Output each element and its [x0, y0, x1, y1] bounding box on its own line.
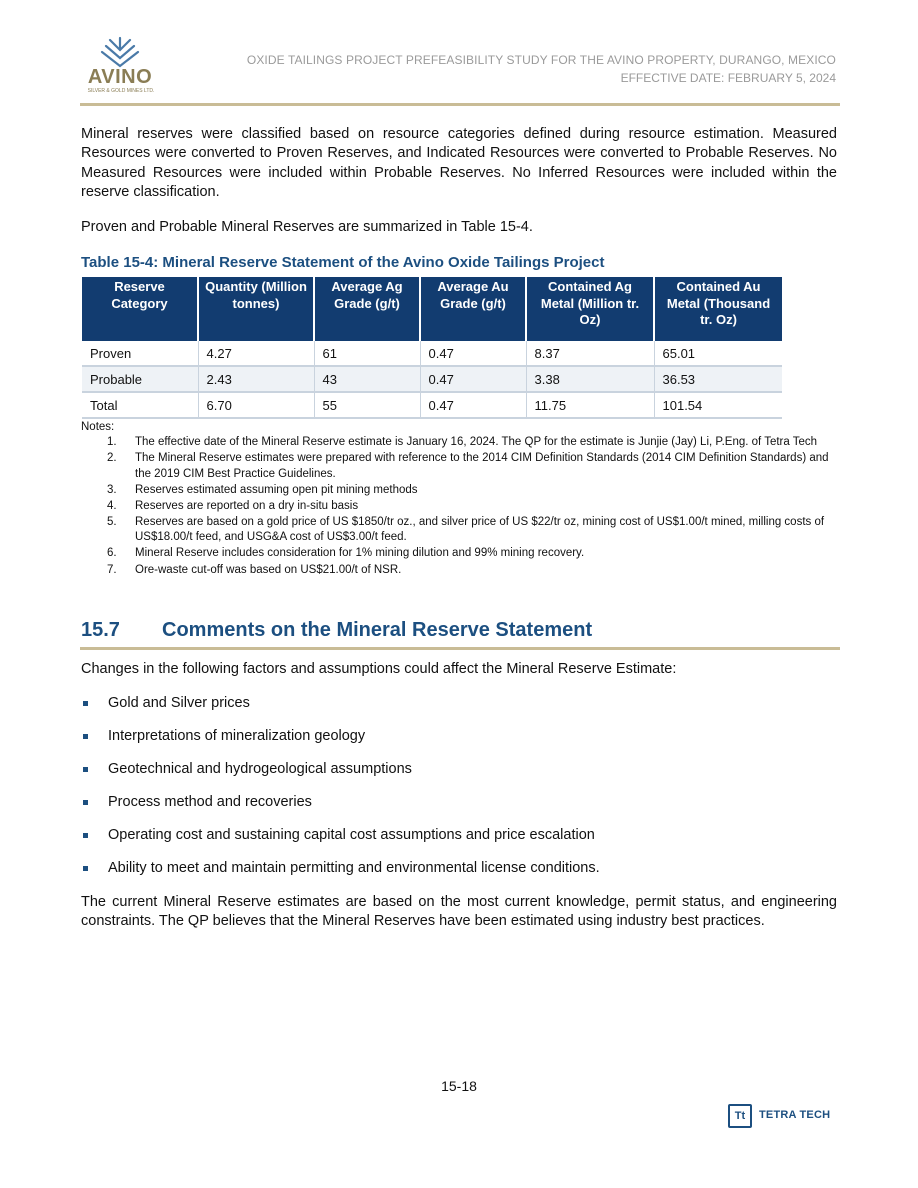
table-header-row: [82, 277, 782, 341]
table-cell: 4.27: [198, 341, 314, 366]
note-text: Ore-waste cut-off was based on US$21.00/t of NSR.: [135, 563, 402, 576]
list-item: [81, 435, 841, 451]
table-cell: 8.37: [526, 341, 654, 366]
note-number: 5.: [107, 515, 117, 528]
table-cell: Total: [82, 392, 198, 418]
table-cell: 11.75: [526, 392, 654, 418]
list-item: [81, 499, 841, 515]
column-header: Contained Ag Metal (Million tr. Oz): [526, 277, 654, 341]
table-cell: 0.47: [420, 366, 526, 392]
table-cell: 3.38: [526, 366, 654, 392]
list-item: [81, 546, 841, 562]
note-number: 2.: [107, 452, 117, 465]
tetra-tech-mark-icon: Tt: [728, 1104, 752, 1128]
bullet-square-icon: [83, 767, 88, 772]
header-divider: [80, 103, 840, 106]
bullet-square-icon: [83, 701, 88, 706]
note-text: Mineral Reserve includes consideration for 1% mining dilution and 99% mining recovery.: [135, 547, 585, 560]
closing-paragraph: The current Mineral Reserve estimates are based on the most current knowledge, permit status, and engineering constraints. The QP believes that the Mineral Reserves have been estimated using industry best practices.: [81, 894, 837, 930]
note-number: 4.: [107, 499, 117, 512]
table-cell: 101.54: [654, 392, 782, 418]
note-text: Reserves are based on a gold price of US $1850/tr oz., and silver price of US $22/tr oz, mining cost of US$1.00/t mined, milling costs of US$18.00/t feed, and USG&A cost of US$3.00/t feed.: [135, 515, 825, 544]
mineral-reserve-table: [82, 277, 782, 419]
table-cell: 36.53: [654, 366, 782, 392]
note-number: 6.: [107, 547, 117, 560]
table-cell: Proven: [82, 341, 198, 366]
note-text: The effective date of the Mineral Reserve estimate is January 16, 2024. The QP for the estimate is Junjie (Jay) Li, P.Eng. of Tetra Tech: [135, 436, 818, 448]
list-item: [81, 759, 841, 792]
logo-wordmark: AVINO: [87, 66, 153, 88]
list-item: [81, 792, 841, 825]
bullet-square-icon: [83, 866, 88, 871]
list-item: [81, 693, 841, 726]
section-divider: [80, 647, 840, 650]
column-header: Reserve Category: [82, 277, 198, 341]
note-number: 3.: [107, 483, 117, 496]
list-item: [81, 563, 841, 579]
table-cell: 55: [314, 392, 420, 418]
page-number: 15-18: [441, 1078, 477, 1094]
table-cell: 0.47: [420, 341, 526, 366]
summary-paragraph: Proven and Probable Mineral Reserves are summarized in Table 15-4.: [81, 219, 533, 235]
list-item: [81, 483, 841, 499]
effective-date: EFFECTIVE DATE: FEBRUARY 5, 2024: [620, 71, 836, 85]
table-row: [82, 341, 782, 366]
document-title: OXIDE TAILINGS PROJECT PREFEASIBILITY STUDY FOR THE AVINO PROPERTY, DURANGO, MEXICO: [246, 53, 836, 67]
table-caption: Table 15-4: Mineral Reserve Statement of the Avino Oxide Tailings Project: [81, 254, 605, 271]
list-item: [81, 825, 841, 858]
table-cell: 43: [314, 366, 420, 392]
list-item: [81, 726, 841, 759]
reserve-classification-paragraph: Mineral reserves were classified based on resource categories defined during resource estimation. Measured Resources were converted to Proven Reserves, and Indicated Resources were converted to Probable Reserves. No Measured Resources were included within Probable Reserves. No Inferred Resources were included within the reserve classification.: [81, 126, 837, 201]
tetra-tech-logo: [728, 1104, 838, 1132]
bullet-text: Operating cost and sustaining capital cost assumptions and price escalation: [108, 827, 595, 843]
section-intro: Changes in the following factors and assumptions could affect the Mineral Reserve Estimate:: [81, 661, 677, 677]
column-header: Contained Au Metal (Thousand tr. Oz): [654, 277, 782, 341]
notes-label: Notes:: [81, 421, 115, 433]
note-text: The Mineral Reserve estimates were prepared with reference to the 2014 CIM Definition Standards (2014 CIM Definition Standards) and the 2019 CIM Best Practice Guidelines.: [135, 452, 829, 480]
table-row: [82, 366, 782, 392]
bullet-text: Geotechnical and hydrogeological assumptions: [108, 761, 412, 777]
column-header: Quantity (Million tonnes): [198, 277, 314, 341]
avino-emblem-icon: [82, 36, 158, 68]
notes-list: [81, 435, 841, 579]
bullet-square-icon: [83, 734, 88, 739]
bullet-square-icon: [83, 833, 88, 838]
column-header: Average Au Grade (g/t): [420, 277, 526, 341]
list-item: [81, 451, 841, 482]
bullet-square-icon: [83, 800, 88, 805]
note-text: Reserves estimated assuming open pit mining methods: [135, 483, 418, 496]
note-text: Reserves are reported on a dry in-situ basis: [135, 499, 359, 512]
table-cell: 0.47: [420, 392, 526, 418]
bullet-text: Process method and recoveries: [108, 794, 312, 810]
table-cell: 6.70: [198, 392, 314, 418]
bullet-text: Ability to meet and maintain permitting and environmental license conditions.: [108, 860, 600, 876]
section-number: 15.7: [81, 619, 120, 641]
list-item: [81, 858, 841, 891]
avino-logo: [82, 36, 158, 98]
column-header: Average Ag Grade (g/t): [314, 277, 420, 341]
bullet-text: Interpretations of mineralization geology: [108, 728, 366, 744]
table-cell: 65.01: [654, 341, 782, 366]
logo-tagline: SILVER & GOLD MINES LTD.: [87, 88, 155, 94]
note-number: 1.: [107, 436, 117, 448]
note-number: 7.: [107, 563, 117, 576]
table-cell: Probable: [82, 366, 198, 392]
section-heading: Comments on the Mineral Reserve Statement: [162, 619, 593, 641]
table-cell: 2.43: [198, 366, 314, 392]
tetra-tech-wordmark: TETRA TECH: [759, 1109, 831, 1121]
table-cell: 61: [314, 341, 420, 366]
list-item: [81, 515, 841, 546]
factors-list: [81, 693, 841, 891]
table-row: [82, 392, 782, 418]
bullet-text: Gold and Silver prices: [108, 695, 250, 711]
